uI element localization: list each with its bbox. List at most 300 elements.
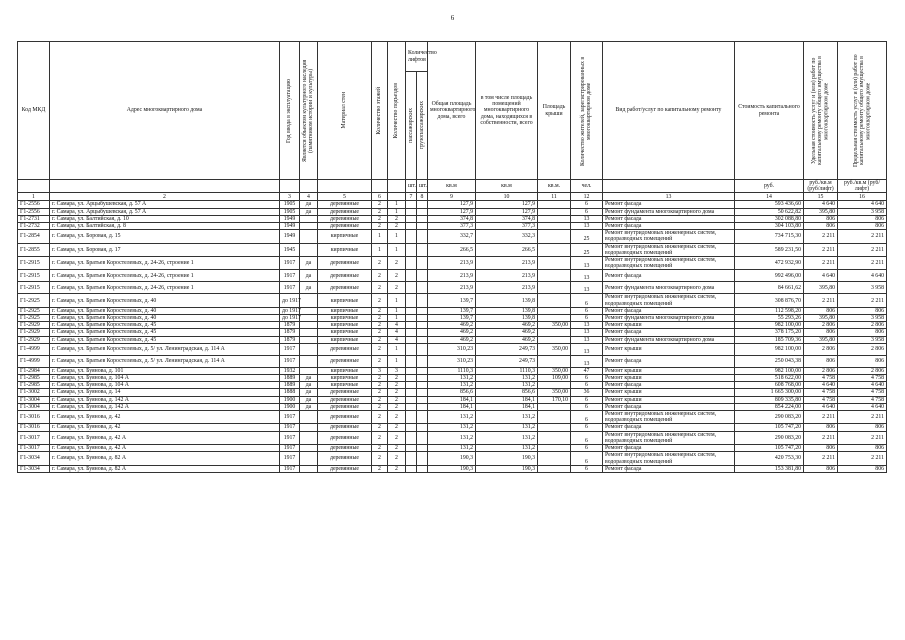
- table-cell: Г1-2985: [18, 375, 50, 382]
- table-cell: 6: [571, 411, 603, 424]
- table-cell: 6: [571, 375, 603, 382]
- table-cell: 6: [571, 315, 603, 322]
- table-cell: 806: [838, 355, 887, 367]
- table-cell: [406, 322, 417, 329]
- header-heritage: Является объектом культурного наследия (памятником истории и культуры): [300, 42, 318, 180]
- header-lifts-cargo: грузопассажирских: [417, 72, 428, 180]
- table-cell: [417, 315, 428, 322]
- table-cell: 13: [571, 257, 603, 270]
- table-row: [18, 215, 887, 222]
- table-cell: 55 293,26: [735, 315, 804, 322]
- table-cell: [538, 294, 571, 307]
- table-cell: 1889: [280, 375, 300, 382]
- table-cell: 153 381,80: [735, 465, 804, 472]
- table-cell: г. Самара, ул. Буянова, д. 42: [50, 411, 280, 424]
- table-cell: 213,9: [428, 282, 476, 294]
- table-cell: 6: [571, 396, 603, 403]
- table-cell: 105 747,20: [735, 424, 804, 431]
- table-cell: 3 958: [838, 282, 887, 294]
- table-cell: 139,8: [476, 307, 538, 314]
- table-cell: Г1-2985: [18, 382, 50, 389]
- column-number: 9: [428, 193, 476, 201]
- table-row: [18, 336, 887, 343]
- table-cell: да: [300, 208, 318, 215]
- table-cell: деревянные: [318, 355, 372, 367]
- table-cell: [417, 382, 428, 389]
- table-cell: 982 100,00: [735, 343, 804, 355]
- table-cell: [300, 243, 318, 256]
- table-cell: Г1-4999: [18, 343, 50, 355]
- table-cell: 992 496,00: [735, 270, 804, 282]
- column-number: 3: [280, 193, 300, 201]
- table-cell: 131,2: [428, 424, 476, 431]
- table-cell: 13: [571, 215, 603, 222]
- column-number-row: [18, 193, 887, 201]
- table-cell: 185 709,36: [735, 336, 804, 343]
- table-cell: 2 806: [838, 322, 887, 329]
- table-cell: [417, 465, 428, 472]
- table-cell: 2 806: [804, 322, 838, 329]
- table-cell: 806: [804, 307, 838, 314]
- table-cell: [417, 201, 428, 208]
- table-cell: [538, 230, 571, 243]
- table-cell: 1949: [280, 230, 300, 243]
- table-cell: Г1-2915: [18, 282, 50, 294]
- column-number: 10: [476, 193, 538, 201]
- header-area-total: Общая площадь многоквартирного дома, всего: [428, 42, 476, 180]
- table-cell: 2 211: [804, 411, 838, 424]
- table-cell: 1: [388, 294, 406, 307]
- table-cell: 1: [372, 243, 388, 256]
- table-cell: г. Самара, ул. Буянова, д. 14: [50, 389, 280, 396]
- table-cell: деревянные: [318, 270, 372, 282]
- table-cell: [538, 465, 571, 472]
- table-cell: кирпичные: [318, 315, 372, 322]
- table-cell: 47: [571, 367, 603, 374]
- table-cell: да: [300, 389, 318, 396]
- table-row: [18, 367, 887, 374]
- table-cell: [300, 294, 318, 307]
- table-cell: деревянные: [318, 411, 372, 424]
- table-cell: Ремонт крыши: [603, 343, 735, 355]
- table-cell: [300, 322, 318, 329]
- table-cell: 377,3: [476, 223, 538, 230]
- column-number: [388, 193, 406, 201]
- table-cell: 139,8: [476, 294, 538, 307]
- table-cell: Ремонт крыши: [603, 367, 735, 374]
- table-cell: [417, 375, 428, 382]
- table-cell: 6: [571, 307, 603, 314]
- table-cell: 2: [372, 270, 388, 282]
- table-cell: 3: [372, 367, 388, 374]
- table-cell: 131,2: [476, 411, 538, 424]
- table-cell: 1: [388, 343, 406, 355]
- table-cell: деревянные: [318, 223, 372, 230]
- table-cell: Ремонт фасада: [603, 329, 735, 336]
- table-cell: [538, 431, 571, 444]
- table-cell: [538, 424, 571, 431]
- table-row: [18, 307, 887, 314]
- table-cell: [538, 329, 571, 336]
- header-lifts-pass: пассажирских: [406, 72, 417, 180]
- table-row: [18, 452, 887, 465]
- table-cell: 1879: [280, 336, 300, 343]
- table-cell: 4 640: [804, 382, 838, 389]
- table-cell: [406, 424, 417, 431]
- table-cell: Ремонт фасада: [603, 355, 735, 367]
- table-cell: 4: [388, 336, 406, 343]
- header-address: Адрес многоквартирного дома: [50, 42, 280, 180]
- table-cell: 302 088,80: [735, 215, 804, 222]
- header-unit-cost: Удельная стоимость услуг и (или) работ по капитальному ремонту общего имущества в многоквартирном доме: [804, 42, 838, 180]
- table-cell: 2 211: [804, 294, 838, 307]
- table-cell: 2 211: [838, 230, 887, 243]
- column-number: 5: [318, 193, 372, 201]
- table-cell: 266,5: [476, 243, 538, 256]
- table-cell: 1932: [280, 367, 300, 374]
- table-cell: 1900: [280, 403, 300, 410]
- table-cell: 112 598,20: [735, 307, 804, 314]
- table-cell: 395,80: [804, 282, 838, 294]
- table-cell: кирпичные: [318, 367, 372, 374]
- table-cell: 2: [372, 396, 388, 403]
- table-cell: 982 100,00: [735, 322, 804, 329]
- table-cell: 1879: [280, 322, 300, 329]
- table-cell: 4 758: [838, 396, 887, 403]
- table-cell: [406, 411, 417, 424]
- table-cell: Ремонт фундамента многоквартирного дома: [603, 208, 735, 215]
- table-cell: 469,2: [428, 322, 476, 329]
- table-cell: [417, 389, 428, 396]
- table-cell: [538, 282, 571, 294]
- table-cell: [417, 445, 428, 452]
- table-cell: 1879: [280, 329, 300, 336]
- table-cell: 806: [804, 445, 838, 452]
- unit-cell: руб./кв.м (руб/лифт): [804, 180, 838, 193]
- table-cell: [406, 465, 417, 472]
- table-cell: деревянные: [318, 208, 372, 215]
- table-cell: г. Самара, ул. Братьев Коростелевых, д. 45: [50, 336, 280, 343]
- table-row: [18, 270, 887, 282]
- table-cell: Г1-2925: [18, 307, 50, 314]
- table-cell: [417, 223, 428, 230]
- table-cell: 350,00: [538, 367, 571, 374]
- table-cell: 2: [388, 375, 406, 382]
- table-cell: [406, 452, 417, 465]
- table-cell: 806: [804, 223, 838, 230]
- header-max-cost: Предельная стоимость услуг и (или) работ по капитальному ремонту общего имущества в многоквартирном доме: [838, 42, 887, 180]
- table-cell: [538, 257, 571, 270]
- table-cell: [300, 445, 318, 452]
- table-cell: [300, 355, 318, 367]
- table-cell: 184,1: [476, 396, 538, 403]
- table-cell: деревянные: [318, 465, 372, 472]
- table-row: [18, 343, 887, 355]
- table-cell: 213,9: [476, 282, 538, 294]
- table-cell: [300, 307, 318, 314]
- table-cell: 266,5: [428, 243, 476, 256]
- table-cell: 2 211: [804, 230, 838, 243]
- table-cell: Ремонт фасада: [603, 445, 735, 452]
- table-cell: [538, 243, 571, 256]
- table-cell: [417, 329, 428, 336]
- table-cell: 2: [372, 315, 388, 322]
- table-cell: [406, 282, 417, 294]
- table-cell: [300, 452, 318, 465]
- table-cell: [417, 411, 428, 424]
- table-cell: 290 083,20: [735, 411, 804, 424]
- table-row: [18, 396, 887, 403]
- table-cell: 310,23: [428, 355, 476, 367]
- table-cell: [406, 343, 417, 355]
- table-cell: 131,2: [476, 424, 538, 431]
- table-cell: 1917: [280, 257, 300, 270]
- table-cell: 4: [388, 329, 406, 336]
- table-cell: 184,1: [428, 396, 476, 403]
- table-row: [18, 445, 887, 452]
- table-cell: 3 958: [838, 208, 887, 215]
- table-cell: 4 640: [804, 270, 838, 282]
- table-cell: Ремонт фасада: [603, 403, 735, 410]
- table-cell: деревянные: [318, 215, 372, 222]
- table-cell: 2: [388, 382, 406, 389]
- table-cell: 105 747,20: [735, 445, 804, 452]
- table-cell: [538, 201, 571, 208]
- table-cell: 1917: [280, 431, 300, 444]
- column-number: 6: [372, 193, 388, 201]
- table-cell: 2: [372, 355, 388, 367]
- table-cell: 395,80: [804, 208, 838, 215]
- table-cell: 806: [804, 424, 838, 431]
- table-cell: 6: [571, 403, 603, 410]
- table-cell: [406, 270, 417, 282]
- table-cell: Ремонт крыши: [603, 322, 735, 329]
- table-cell: 2: [372, 307, 388, 314]
- table-cell: 806: [804, 215, 838, 222]
- table-cell: [417, 243, 428, 256]
- table-cell: 1110,3: [428, 367, 476, 374]
- header-material: Материал стен: [318, 42, 372, 180]
- table-cell: Ремонт внутридомовых инженерных систем, водоразводных помещений: [603, 411, 735, 424]
- table-cell: Ремонт фундамента многоквартирного дома: [603, 336, 735, 343]
- table-cell: 2: [372, 294, 388, 307]
- table-cell: Ремонт крыши: [603, 396, 735, 403]
- table-cell: кирпичные: [318, 322, 372, 329]
- table-cell: деревянные: [318, 452, 372, 465]
- table-cell: 420 753,30: [735, 452, 804, 465]
- header-kod: Код МКД: [18, 42, 50, 180]
- table-cell: 806: [838, 445, 887, 452]
- table-cell: 190,3: [476, 452, 538, 465]
- table-cell: 184,1: [428, 403, 476, 410]
- table-cell: Ремонт крыши: [603, 389, 735, 396]
- table-cell: Г1-3034: [18, 465, 50, 472]
- table-cell: кирпичные: [318, 307, 372, 314]
- table-cell: Г1-3016: [18, 424, 50, 431]
- table-cell: Г1-2929: [18, 329, 50, 336]
- table-cell: [300, 343, 318, 355]
- table-cell: 2: [372, 445, 388, 452]
- table-cell: 806: [804, 355, 838, 367]
- unit-cell: шт.: [417, 180, 428, 193]
- table-row: [18, 230, 887, 243]
- column-number: 8: [417, 193, 428, 201]
- table-cell: 190,3: [476, 465, 538, 472]
- table-cell: 469,2: [428, 336, 476, 343]
- table-cell: [417, 452, 428, 465]
- table-cell: кирпичные: [318, 375, 372, 382]
- table-cell: 2 211: [804, 452, 838, 465]
- table-cell: [417, 257, 428, 270]
- table-cell: г. Самара, ул. Буянова, д. 104 А: [50, 375, 280, 382]
- table-cell: 127,9: [476, 208, 538, 215]
- column-number: 14: [735, 193, 804, 201]
- table-cell: 469,2: [476, 322, 538, 329]
- table-cell: 2: [388, 411, 406, 424]
- table-cell: 2: [372, 452, 388, 465]
- table-cell: 350,00: [538, 343, 571, 355]
- table-cell: [300, 315, 318, 322]
- table-cell: Г1-3004: [18, 396, 50, 403]
- table-cell: 131,2: [428, 445, 476, 452]
- table-cell: деревянные: [318, 424, 372, 431]
- table-cell: 1889: [280, 382, 300, 389]
- table-cell: Г1-2855: [18, 243, 50, 256]
- table-cell: 13: [571, 336, 603, 343]
- table-cell: 2: [372, 375, 388, 382]
- table-cell: 734 715,30: [735, 230, 804, 243]
- table-cell: 2 806: [838, 367, 887, 374]
- table-cell: [406, 403, 417, 410]
- table-cell: 1949: [280, 215, 300, 222]
- table-cell: 2: [388, 389, 406, 396]
- table-cell: 1: [372, 230, 388, 243]
- table-cell: да: [300, 282, 318, 294]
- table-cell: 806: [838, 465, 887, 472]
- table-cell: [538, 355, 571, 367]
- table-cell: 190,3: [428, 465, 476, 472]
- table-cell: 2 806: [838, 343, 887, 355]
- table-cell: [406, 215, 417, 222]
- table-cell: 395,80: [804, 315, 838, 322]
- table-cell: [406, 367, 417, 374]
- table-cell: 13: [571, 322, 603, 329]
- table-cell: 378 175,20: [735, 329, 804, 336]
- header-roof: Площадь крыши: [538, 42, 571, 180]
- table-cell: 2: [372, 201, 388, 208]
- table-cell: [538, 445, 571, 452]
- table-cell: 13: [571, 223, 603, 230]
- table-cell: г. Самара, ул. Буянова, д. 42 А: [50, 445, 280, 452]
- table-row: [18, 322, 887, 329]
- table-cell: Ремонт фасада: [603, 270, 735, 282]
- table-cell: Г1-3016: [18, 411, 50, 424]
- table-row: [18, 389, 887, 396]
- table-cell: 190,3: [428, 452, 476, 465]
- table-cell: г. Самара, ул. Буянова, д. 42: [50, 424, 280, 431]
- table-cell: [406, 307, 417, 314]
- table-cell: Г1-2732: [18, 223, 50, 230]
- table-cell: 2 211: [804, 243, 838, 256]
- table-cell: 6: [571, 424, 603, 431]
- table-cell: [300, 411, 318, 424]
- unit-cell: руб.: [735, 180, 804, 193]
- table-cell: 6: [571, 445, 603, 452]
- table-cell: 806: [804, 465, 838, 472]
- table-cell: [417, 230, 428, 243]
- table-cell: 2: [372, 329, 388, 336]
- table-cell: 332,3: [476, 230, 538, 243]
- table-cell: Ремонт внутридомовых инженерных систем, водоразводных помещений: [603, 294, 735, 307]
- column-number: 13: [603, 193, 735, 201]
- table-cell: 249,73: [476, 355, 538, 367]
- table-cell: деревянные: [318, 343, 372, 355]
- table-row: [18, 294, 887, 307]
- table-cell: г. Самара, ул. Братьев Коростелевых, д. 40: [50, 315, 280, 322]
- header-work: Вид работ/услуг по капитальному ремонту: [603, 42, 735, 180]
- table-cell: г. Самара, ул. Братьев Коростелевых, д. 40: [50, 294, 280, 307]
- table-row: [18, 355, 887, 367]
- table-cell: [417, 431, 428, 444]
- table-cell: 213,9: [476, 257, 538, 270]
- table-cell: 50 622,82: [735, 208, 804, 215]
- table-cell: 806: [838, 424, 887, 431]
- table-cell: Ремонт фасада: [603, 215, 735, 222]
- table-cell: 1: [388, 307, 406, 314]
- table-cell: [406, 389, 417, 396]
- table-cell: 1 665 300,00: [735, 389, 804, 396]
- table-cell: [538, 382, 571, 389]
- table-cell: [406, 336, 417, 343]
- table-cell: Ремонт фасада: [603, 465, 735, 472]
- table-cell: 127,9: [476, 201, 538, 208]
- table-cell: 139,7: [428, 307, 476, 314]
- table-cell: 2: [372, 343, 388, 355]
- table-cell: 1945: [280, 243, 300, 256]
- table-cell: [417, 208, 428, 215]
- table-row: [18, 431, 887, 444]
- table-cell: до 1917: [280, 294, 300, 307]
- table-cell: 1: [388, 201, 406, 208]
- table-cell: [417, 294, 428, 307]
- table-cell: 213,9: [476, 270, 538, 282]
- table-cell: 854 224,00: [735, 403, 804, 410]
- table-cell: 184,1: [476, 403, 538, 410]
- table-cell: 1917: [280, 282, 300, 294]
- table-cell: [538, 208, 571, 215]
- table-cell: да: [300, 257, 318, 270]
- table-cell: [417, 367, 428, 374]
- table-cell: Ремонт фундамента многоквартирного дома: [603, 282, 735, 294]
- column-number: 2: [50, 193, 280, 201]
- table-cell: 2 211: [838, 452, 887, 465]
- table-cell: [417, 307, 428, 314]
- table-cell: Ремонт внутридомовых инженерных систем, водоразводных помещений: [603, 230, 735, 243]
- table-cell: 856,6: [476, 389, 538, 396]
- repair-table: [17, 41, 887, 473]
- table-cell: [406, 329, 417, 336]
- table-cell: 1917: [280, 343, 300, 355]
- table-cell: [406, 201, 417, 208]
- table-cell: 2 211: [838, 411, 887, 424]
- table-cell: [406, 431, 417, 444]
- table-cell: 1900: [280, 396, 300, 403]
- table-cell: 1: [388, 355, 406, 367]
- table-cell: 469,2: [476, 336, 538, 343]
- table-cell: 1: [388, 230, 406, 243]
- table-cell: г. Самара, ул. Братьев Коростелевых, д. 24-26, строение 1: [50, 282, 280, 294]
- table-cell: [538, 411, 571, 424]
